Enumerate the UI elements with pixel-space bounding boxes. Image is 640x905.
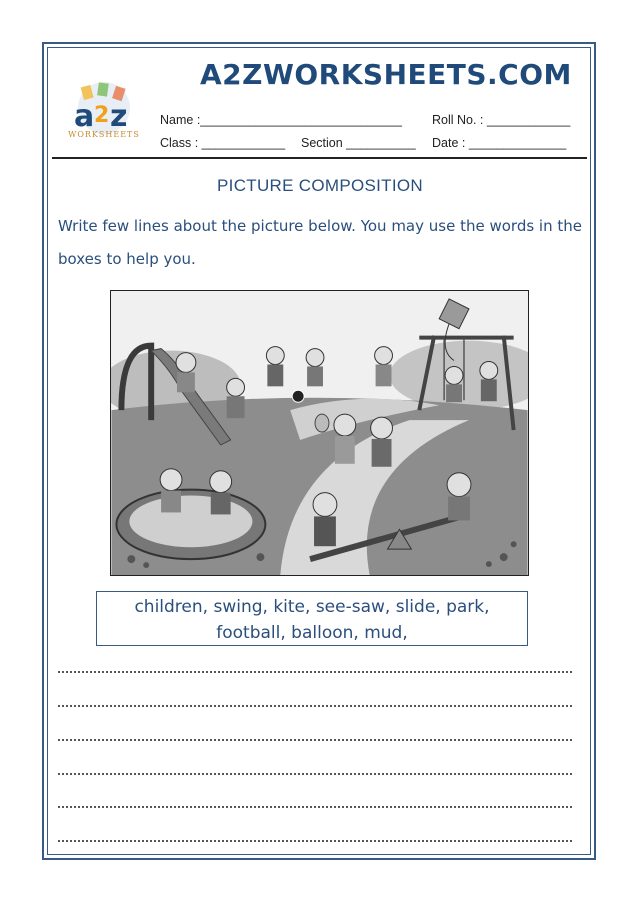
date-field: Date : ______________ (432, 136, 567, 150)
writing-line-4[interactable] (58, 773, 572, 775)
class-field: Class : ____________ (160, 136, 286, 150)
writing-line-3[interactable] (58, 739, 572, 741)
section-field: Section __________ (301, 136, 416, 150)
svg-text:z: z (110, 99, 128, 134)
instruction-text: Write few lines about the picture below. You may use the words in the boxes to help you. (58, 217, 582, 268)
writing-line-5[interactable] (58, 806, 572, 808)
word-box: children, swing, kite, see-saw, slide, park, football, balloon, mud, (96, 591, 528, 646)
svg-text:2: 2 (94, 103, 110, 128)
a2z-logo (58, 82, 150, 142)
writing-line-1[interactable] (58, 671, 572, 673)
site-title: A2ZWORKSHEETS.COM (200, 58, 572, 91)
worksheet-title: PICTURE COMPOSITION (217, 176, 423, 195)
playground-illustration (110, 290, 529, 576)
roll-no-field: Roll No. : ____________ (432, 113, 571, 127)
name-field: Name :_____________________________ (160, 113, 402, 127)
header-divider (52, 157, 587, 159)
writing-line-2[interactable] (58, 705, 572, 707)
writing-line-6[interactable] (58, 840, 572, 842)
logo-wordmark: WORKSHEETS (68, 130, 140, 139)
svg-text:a: a (74, 99, 95, 134)
